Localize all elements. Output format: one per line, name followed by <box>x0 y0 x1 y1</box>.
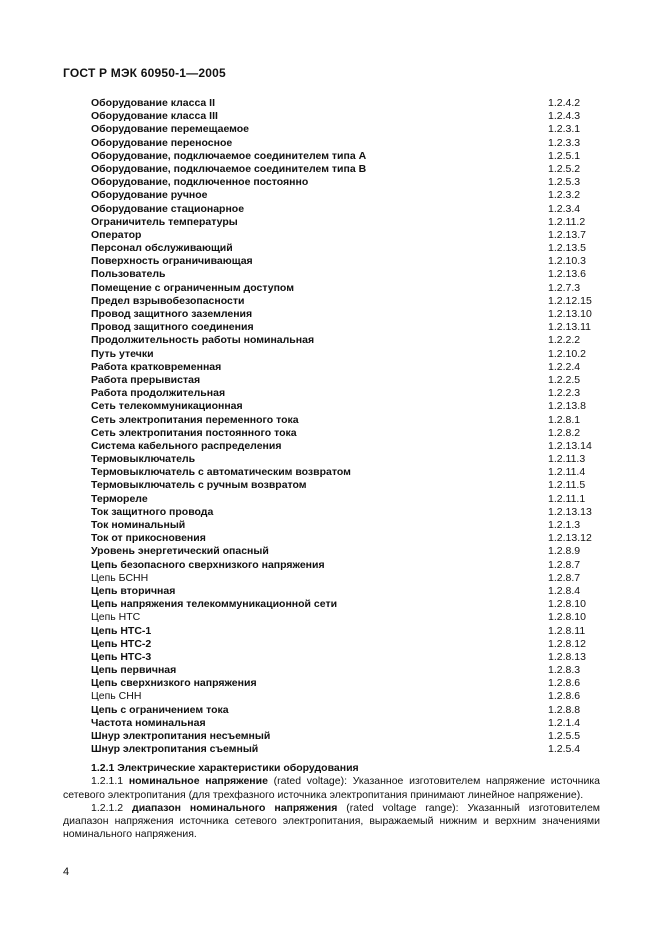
index-term: Сеть электропитания переменного тока <box>91 413 299 426</box>
index-entry <box>91 625 600 638</box>
index-entry <box>91 598 600 611</box>
index-entry <box>91 743 600 756</box>
index-entry <box>91 163 600 176</box>
index-entry <box>91 664 600 677</box>
index-ref: 1.2.5.4 <box>548 743 581 756</box>
index-term: Персонал обслуживающий <box>91 242 233 255</box>
index-ref: 1.2.8.9 <box>548 545 581 558</box>
index-entry <box>91 255 600 268</box>
index-term: Ток номинальный <box>91 519 186 531</box>
index-term: Цепь НТС-2 <box>91 637 152 650</box>
index-entry <box>91 440 600 453</box>
index-term: Цепь НТС-3 <box>91 650 152 663</box>
index-ref: 1.2.13.6 <box>548 268 586 281</box>
index-term: Цепь первичная <box>91 664 177 677</box>
index-entry <box>91 308 600 321</box>
index-entry <box>91 717 600 730</box>
index-entry <box>91 585 600 598</box>
index-entry <box>91 189 600 202</box>
index-term: Ток от прикосновения <box>91 532 206 545</box>
index-ref: 1.2.5.2 <box>548 162 581 175</box>
term-index-list <box>91 97 600 756</box>
index-entry <box>91 611 600 624</box>
index-ref: 1.2.12.15 <box>548 294 592 307</box>
index-entry <box>91 559 600 572</box>
index-ref: 1.2.13.12 <box>548 532 592 545</box>
index-ref: 1.2.1.4 <box>548 716 581 729</box>
index-ref: 1.2.8.7 <box>548 558 581 571</box>
index-ref: 1.2.4.2 <box>548 97 581 109</box>
index-ref: 1.2.10.2 <box>548 347 586 360</box>
index-term: Оборудование класса II <box>91 97 216 109</box>
index-ref: 1.2.8.1 <box>548 413 581 426</box>
index-entry <box>91 453 600 466</box>
index-entry <box>91 677 600 690</box>
index-term: Ограничитель температуры <box>91 215 238 228</box>
index-term: Оборудование, подключаемое соединителем типа А <box>91 149 367 162</box>
index-term: Термовыключатель <box>91 453 196 466</box>
index-term: Провод защитного соединения <box>91 321 254 334</box>
index-term: Поверхность ограничивающая <box>91 255 253 268</box>
index-entry <box>91 532 600 545</box>
index-ref: 1.2.11.2 <box>548 215 586 228</box>
index-ref: 1.2.8.7 <box>548 571 581 584</box>
index-term: Термореле <box>91 492 148 505</box>
index-term: Цепь НТС-1 <box>91 624 152 637</box>
index-term: Цепь СНН <box>91 690 142 703</box>
definition-term: диапазон номинального напряжения <box>132 801 338 814</box>
index-term: Оборудование переносное <box>91 136 233 149</box>
index-ref: 1.2.8.2 <box>548 426 581 439</box>
index-entry <box>91 730 600 743</box>
index-entry <box>91 466 600 479</box>
index-ref: 1.2.13.5 <box>548 242 586 255</box>
index-entry <box>91 690 600 703</box>
index-term: Оборудование стационарное <box>91 202 245 215</box>
index-term: Цепь сверхнизкого напряжения <box>91 677 257 690</box>
definition-term: номинальное напряжение <box>128 775 268 788</box>
index-ref: 1.2.8.3 <box>548 664 581 677</box>
index-ref: 1.2.2.2 <box>548 334 581 347</box>
index-term: Сеть телекоммуникационная <box>91 400 243 413</box>
index-term: Цепь напряжения телекоммуникационной сети <box>91 598 338 611</box>
index-ref: 1.2.8.6 <box>548 677 581 690</box>
index-ref: 1.2.2.4 <box>548 360 581 373</box>
index-term: Термовыключатель с автоматическим возвратом <box>91 466 351 479</box>
index-entry <box>91 321 600 334</box>
index-ref: 1.2.8.10 <box>548 598 586 611</box>
index-ref: 1.2.2.3 <box>548 387 581 400</box>
definition-paragraph <box>63 775 600 802</box>
index-ref: 1.2.13.11 <box>548 321 592 334</box>
index-ref: 1.2.8.6 <box>548 690 581 703</box>
section-body <box>63 762 600 842</box>
index-ref: 1.2.10.3 <box>548 255 586 268</box>
index-term: Предел взрывобезопасности <box>91 294 245 307</box>
index-entry <box>91 638 600 651</box>
index-term: Работа прерывистая <box>91 373 201 386</box>
index-entry <box>91 400 600 413</box>
index-ref: 1.2.11.1 <box>548 492 586 505</box>
index-ref: 1.2.11.4 <box>548 466 586 479</box>
index-entry <box>91 334 600 347</box>
index-ref: 1.2.7.3 <box>548 281 581 294</box>
index-ref: 1.2.13.10 <box>548 308 592 320</box>
index-term: Работа продолжительная <box>91 387 226 400</box>
index-term: Оборудование класса III <box>91 110 218 123</box>
index-ref: 1.2.8.8 <box>548 703 581 716</box>
index-ref: 1.2.3.4 <box>548 202 581 215</box>
index-term: Термовыключатель с ручным возвратом <box>91 479 307 492</box>
index-entry <box>91 572 600 585</box>
index-entry <box>91 506 600 519</box>
index-term: Ток защитного провода <box>91 505 214 518</box>
index-entry <box>91 123 600 136</box>
index-entry <box>91 704 600 717</box>
index-term: Уровень энергетический опасный <box>91 545 269 558</box>
index-ref: 1.2.2.5 <box>548 373 581 386</box>
index-term: Продолжительность работы номинальная <box>91 334 315 347</box>
index-entry <box>91 110 600 123</box>
page-number: 4 <box>63 866 70 878</box>
index-entry <box>91 414 600 427</box>
index-term: Оборудование, подключенное постоянно <box>91 176 309 189</box>
index-entry <box>91 348 600 361</box>
index-term: Шнур электропитания съемный <box>91 743 259 756</box>
index-ref: 1.2.13.8 <box>548 400 586 413</box>
document-header: ГОСТ Р МЭК 60950-1—2005 <box>63 66 226 80</box>
index-entry <box>91 361 600 374</box>
index-ref: 1.2.5.1 <box>548 149 581 162</box>
index-term: Цепь с ограничением тока <box>91 703 229 716</box>
index-entry <box>91 282 600 295</box>
index-term: Пользователь <box>91 268 166 281</box>
index-entry <box>91 229 600 242</box>
index-ref: 1.2.8.10 <box>548 611 586 624</box>
index-ref: 1.2.4.3 <box>548 110 581 123</box>
section-title: 1.2.1 Электрические характеристики оборудования <box>91 762 359 774</box>
index-term: Оборудование, подключаемое соединителем типа В <box>91 162 367 175</box>
index-term: Помещение с ограниченным доступом <box>91 281 294 294</box>
index-term: Оборудование перемещаемое <box>91 123 250 136</box>
index-ref: 1.2.8.12 <box>548 637 586 650</box>
definition-text: (rated voltage): Указанное изготовителем напряжение источника сетевого электропитания (для трехфазного источника электропитания принимают линейное напряжение). <box>63 775 600 801</box>
index-ref: 1.2.1.3 <box>548 519 581 531</box>
index-entry <box>91 519 600 532</box>
index-term: Путь утечки <box>91 347 154 360</box>
index-term: Сеть электропитания постоянного тока <box>91 426 297 439</box>
index-term: Оператор <box>91 228 142 241</box>
index-entry <box>91 203 600 216</box>
index-ref: 1.2.11.3 <box>548 453 586 466</box>
index-ref: 1.2.8.4 <box>548 584 581 597</box>
index-entry <box>91 176 600 189</box>
index-entry <box>91 97 600 110</box>
index-entry <box>91 479 600 492</box>
index-entry <box>91 427 600 440</box>
definition-number: 1.2.1.1 <box>91 775 124 788</box>
index-term: Шнур электропитания несъемный <box>91 730 271 742</box>
index-term: Провод защитного заземления <box>91 308 253 320</box>
index-ref: 1.2.8.13 <box>548 650 586 663</box>
index-term: Цепь вторичная <box>91 584 176 597</box>
index-term: Цепь безопасного сверхнизкого напряжения <box>91 558 325 571</box>
index-entry <box>91 150 600 163</box>
index-entry <box>91 374 600 387</box>
index-ref: 1.2.3.3 <box>548 136 581 149</box>
definition-text: (rated voltage range): Указанный изготовителем диапазон напряжения источника сетевого электропитания, выражаемый нижним и верхним значениями номинального напряжения. <box>63 801 600 841</box>
index-ref: 1.2.13.13 <box>548 505 592 518</box>
index-entry <box>91 242 600 255</box>
index-entry <box>91 545 600 558</box>
index-ref: 1.2.5.3 <box>548 176 581 189</box>
index-term: Оборудование ручное <box>91 189 208 202</box>
index-ref: 1.2.8.11 <box>548 624 586 637</box>
definition-number: 1.2.1.2 <box>91 801 124 814</box>
definition-paragraph <box>63 802 600 842</box>
index-entry <box>91 387 600 400</box>
index-ref: 1.2.11.5 <box>548 479 586 492</box>
index-term: Работа кратковременная <box>91 360 222 373</box>
index-ref: 1.2.3.1 <box>548 123 581 136</box>
index-entry <box>91 651 600 664</box>
index-term: Цепь НТС <box>91 611 141 624</box>
index-entry <box>91 493 600 506</box>
index-term: Система кабельного распределения <box>91 439 282 452</box>
index-ref: 1.2.13.7 <box>548 228 586 241</box>
index-ref: 1.2.13.14 <box>548 439 592 452</box>
index-entry <box>91 268 600 281</box>
index-entry <box>91 137 600 150</box>
index-entry <box>91 216 600 229</box>
index-term: Цепь БСНН <box>91 571 149 584</box>
index-ref: 1.2.5.5 <box>548 730 581 742</box>
index-term: Частота номинальная <box>91 716 206 729</box>
index-ref: 1.2.3.2 <box>548 189 581 202</box>
index-entry <box>91 295 600 308</box>
